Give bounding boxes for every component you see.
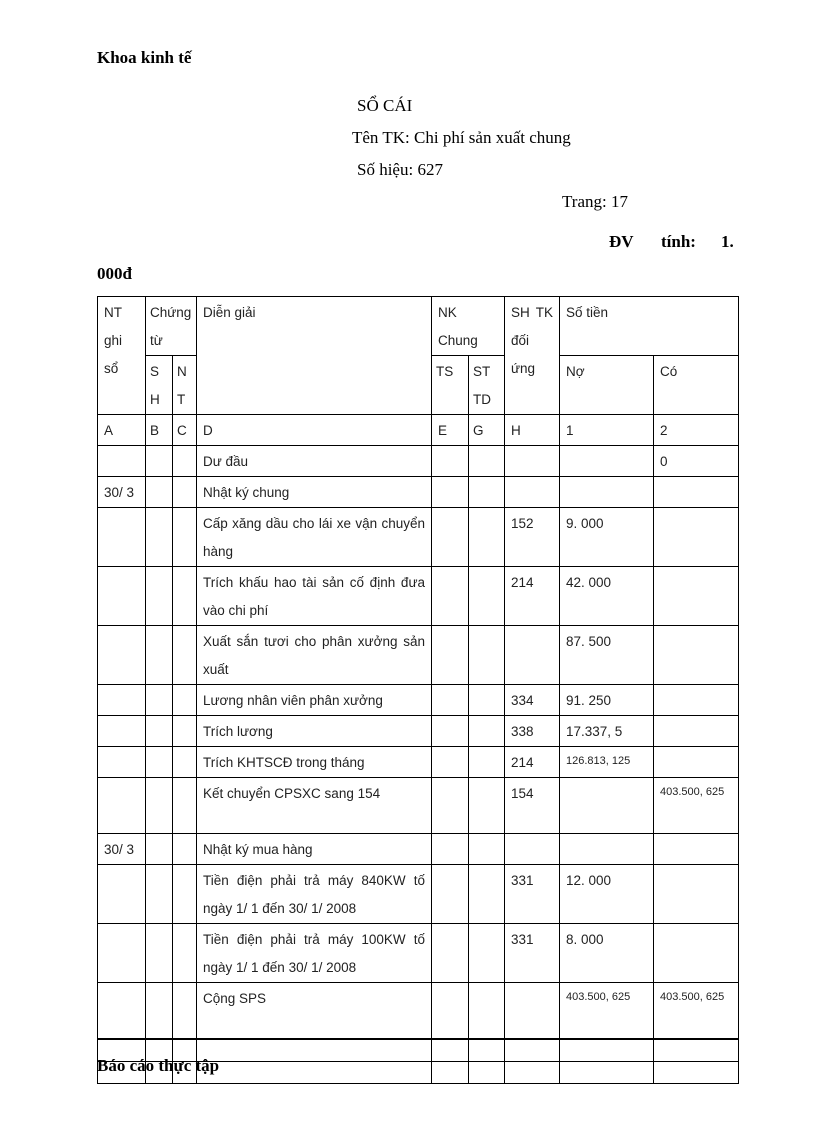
cell-sh-tk: 214 [505, 747, 560, 778]
cell-no: 8. 000 [560, 924, 654, 983]
cell-dien-giai: Dư đầu [197, 446, 432, 477]
cell-no [560, 778, 654, 834]
cell-sh-tk [505, 477, 560, 508]
cell-co [654, 508, 739, 567]
cell-nt-ghi-so [98, 685, 146, 716]
cell-nt-ghi-so [98, 626, 146, 685]
ledger-row [98, 865, 739, 924]
cell-sh-tk: 331 [505, 924, 560, 983]
cell-dien-giai: Xuất sắn tươi cho phân xưởng sản xuất [197, 626, 432, 685]
cell-dien-giai: Trích KHTSCĐ trong tháng [197, 747, 432, 778]
header-co: Có [654, 356, 739, 415]
cell-sh [146, 834, 173, 865]
cell-dien-giai: Cộng SPS [197, 983, 432, 1039]
cell-sh-tk: 334 [505, 685, 560, 716]
column-code: G [469, 415, 505, 446]
cell-sh [146, 446, 173, 477]
cell-no: 9. 000 [560, 508, 654, 567]
unit-label: ĐV [609, 232, 634, 251]
header-sh: S H [146, 356, 173, 415]
cell-ts [432, 477, 469, 508]
cell-dien-giai: Nhật ký chung [197, 477, 432, 508]
cell-nt [173, 477, 197, 508]
cell-ts [432, 716, 469, 747]
cell-co: 0 [654, 446, 739, 477]
cell-sh [146, 477, 173, 508]
cell-nt [173, 508, 197, 567]
account-name: Tên TK: Chi phí sản xuất chung [352, 128, 571, 147]
empty-cell [469, 1039, 505, 1062]
header-sh-tk-doi-ung: SH TK đối ứng [505, 297, 560, 415]
cell-co: 403.500, 625 [654, 983, 739, 1039]
cell-no [560, 477, 654, 508]
cell-sh [146, 716, 173, 747]
cell-ts [432, 778, 469, 834]
cell-no: 17.337, 5 [560, 716, 654, 747]
cell-nt [173, 834, 197, 865]
ledger-row [98, 747, 739, 778]
document-title: SỔ CÁI [357, 96, 413, 115]
cell-ts [432, 567, 469, 626]
cell-sh [146, 983, 173, 1039]
cell-nt [173, 924, 197, 983]
ledger-row [98, 626, 739, 685]
cell-sttd [469, 685, 505, 716]
cell-nt-ghi-so [98, 865, 146, 924]
ledger-row [98, 508, 739, 567]
cell-ts [432, 685, 469, 716]
cell-no: 12. 000 [560, 865, 654, 924]
cell-ts [432, 834, 469, 865]
cell-dien-giai: Trích khấu hao tài sản cố định đưa vào chi phí [197, 567, 432, 626]
cell-co [654, 747, 739, 778]
cell-nt [173, 685, 197, 716]
cell-nt-ghi-so [98, 716, 146, 747]
header-nt-ghi-so: NT ghi sổ [98, 297, 146, 415]
cell-sh-tk [505, 626, 560, 685]
cell-ts [432, 747, 469, 778]
cell-no: 42. 000 [560, 567, 654, 626]
cell-nt [173, 747, 197, 778]
cell-nt-ghi-so [98, 924, 146, 983]
column-code: 2 [654, 415, 739, 446]
cell-ts [432, 508, 469, 567]
cell-sh-tk: 338 [505, 716, 560, 747]
cell-sh-tk [505, 446, 560, 477]
cell-no: 126.813, 125 [560, 747, 654, 778]
column-code: H [505, 415, 560, 446]
ledger-table [97, 296, 739, 1084]
cell-sh-tk: 152 [505, 508, 560, 567]
cell-dien-giai: Nhật ký mua hàng [197, 834, 432, 865]
cell-nt [173, 446, 197, 477]
cell-nt [173, 778, 197, 834]
cell-co [654, 567, 739, 626]
cell-nt [173, 983, 197, 1039]
column-code: E [432, 415, 469, 446]
empty-cell [197, 1061, 432, 1083]
cell-sttd [469, 626, 505, 685]
ledger-row [98, 983, 739, 1039]
unit-label-tinh: tính: [661, 232, 696, 251]
cell-nt-ghi-so [98, 446, 146, 477]
cell-sttd [469, 446, 505, 477]
empty-cell [654, 1061, 739, 1083]
header-no: Nợ [560, 356, 654, 415]
cell-nt [173, 865, 197, 924]
cell-co [654, 626, 739, 685]
cell-dien-giai: Tiền điện phải trả máy 840KW tố ngày 1/ 1 đến 30/ 1/ 2008 [197, 865, 432, 924]
cell-sh-tk: 154 [505, 778, 560, 834]
column-code: 1 [560, 415, 654, 446]
column-code-row [98, 415, 739, 446]
cell-dien-giai: Kết chuyển CPSXC sang 154 [197, 778, 432, 834]
header-nk-chung: NK Chung [432, 297, 505, 356]
cell-sttd [469, 508, 505, 567]
cell-no: 403.500, 625 [560, 983, 654, 1039]
header-dien-giai: Diễn giải [197, 297, 432, 415]
cell-sh [146, 924, 173, 983]
cell-ts [432, 924, 469, 983]
cell-sh [146, 778, 173, 834]
cell-sttd [469, 983, 505, 1039]
cell-nt [173, 716, 197, 747]
cell-ts [432, 865, 469, 924]
cell-nt-ghi-so [98, 983, 146, 1039]
cell-nt-ghi-so [98, 567, 146, 626]
column-code: C [173, 415, 197, 446]
header-sttd: ST TD [469, 356, 505, 415]
cell-sttd [469, 865, 505, 924]
cell-no: 87. 500 [560, 626, 654, 685]
empty-cell [432, 1061, 469, 1083]
ledger-row [98, 567, 739, 626]
empty-cell [560, 1061, 654, 1083]
cell-nt-ghi-so [98, 778, 146, 834]
cell-nt-ghi-so: 30/ 3 [98, 477, 146, 508]
cell-sh [146, 865, 173, 924]
cell-sttd [469, 747, 505, 778]
header-ts: TS [432, 356, 469, 415]
empty-cell [560, 1039, 654, 1062]
empty-cell [469, 1061, 505, 1083]
unit-value-end: 000đ [97, 264, 132, 283]
cell-sh [146, 626, 173, 685]
cell-sh [146, 685, 173, 716]
cell-sh [146, 567, 173, 626]
ledger-row [98, 477, 739, 508]
cell-co [654, 924, 739, 983]
cell-co [654, 865, 739, 924]
cell-ts [432, 983, 469, 1039]
column-code: A [98, 415, 146, 446]
header-chung-tu: Chứng từ [146, 297, 197, 356]
cell-ts [432, 626, 469, 685]
cell-sttd [469, 477, 505, 508]
ledger-row [98, 446, 739, 477]
cell-nt-ghi-so [98, 747, 146, 778]
ledger-row [98, 778, 739, 834]
cell-dien-giai: Cấp xăng dầu cho lái xe vận chuyển hàng [197, 508, 432, 567]
page-number: Trang: 17 [562, 192, 628, 211]
ledger-row [98, 834, 739, 865]
cell-nt [173, 626, 197, 685]
ledger-row [98, 924, 739, 983]
header-nt: N T [173, 356, 197, 415]
cell-co [654, 716, 739, 747]
unit-value-start: 1. [721, 232, 734, 251]
cell-co [654, 834, 739, 865]
cell-no: 91. 250 [560, 685, 654, 716]
cell-ts [432, 446, 469, 477]
cell-sttd [469, 567, 505, 626]
footer-note: Báo cáo thực tập [97, 1056, 220, 1075]
empty-cell [505, 1039, 560, 1062]
cell-sh [146, 747, 173, 778]
cell-sh-tk: 214 [505, 567, 560, 626]
empty-cell [505, 1061, 560, 1083]
cell-sh-tk [505, 834, 560, 865]
header-so-tien: Số tiền [560, 297, 739, 356]
column-code: D [197, 415, 432, 446]
ledger-row [98, 685, 739, 716]
cell-sh [146, 508, 173, 567]
column-code: B [146, 415, 173, 446]
cell-dien-giai: Trích lương [197, 716, 432, 747]
cell-sh-tk [505, 983, 560, 1039]
cell-co [654, 477, 739, 508]
cell-nt-ghi-so [98, 508, 146, 567]
empty-cell [654, 1039, 739, 1062]
cell-nt-ghi-so: 30/ 3 [98, 834, 146, 865]
cell-sttd [469, 716, 505, 747]
cell-no [560, 834, 654, 865]
cell-sh-tk: 331 [505, 865, 560, 924]
cell-co: 403.500, 625 [654, 778, 739, 834]
cell-dien-giai: Lương nhân viên phân xưởng [197, 685, 432, 716]
cell-nt [173, 567, 197, 626]
cell-co [654, 685, 739, 716]
account-number: Số hiệu: 627 [357, 160, 443, 179]
cell-sttd [469, 834, 505, 865]
cell-no [560, 446, 654, 477]
cell-sttd [469, 778, 505, 834]
empty-cell [197, 1039, 432, 1062]
ledger-row [98, 716, 739, 747]
department-header: Khoa kinh tế [97, 48, 192, 67]
empty-cell [432, 1039, 469, 1062]
cell-sttd [469, 924, 505, 983]
cell-dien-giai: Tiền điện phải trả máy 100KW tố ngày 1/ 1 đến 30/ 1/ 2008 [197, 924, 432, 983]
